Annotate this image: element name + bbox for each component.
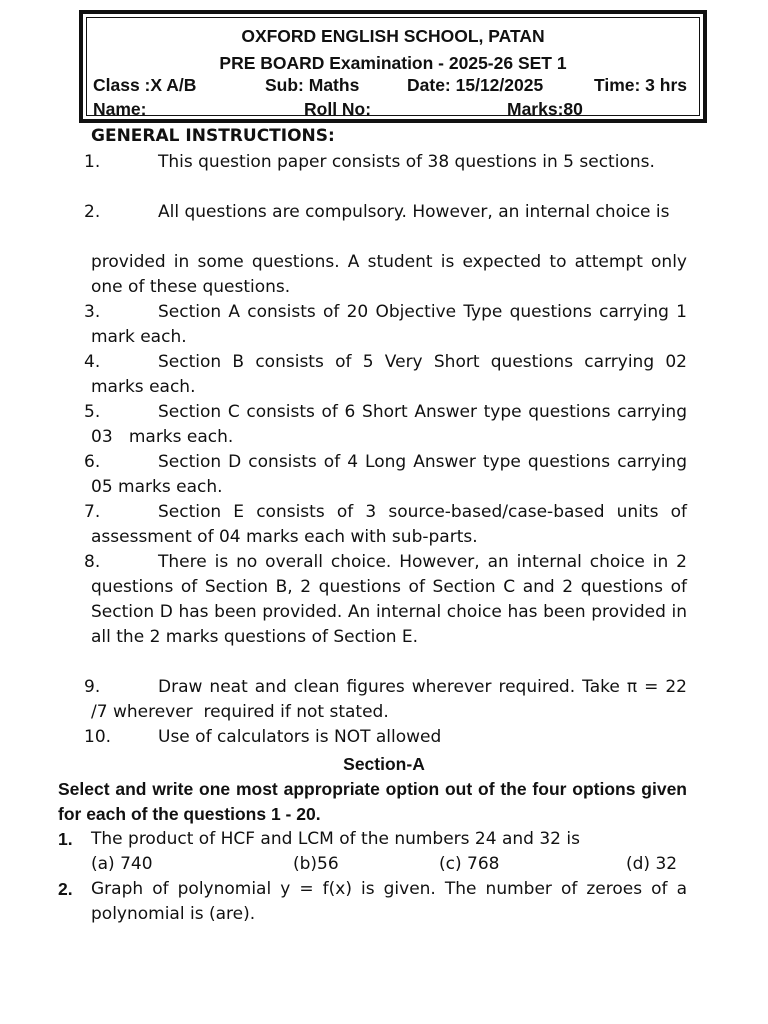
- section-a-title: Section-A: [343, 754, 425, 774]
- class-label: Class :X A/B: [93, 75, 197, 95]
- instructions-title: GENERAL INSTRUCTIONS:: [91, 126, 335, 146]
- option-c: (c) 768: [439, 854, 500, 874]
- roll-label: Roll No:: [304, 99, 372, 119]
- exam-title: PRE BOARD Examination - 2025-26 SET 1: [219, 53, 567, 73]
- header-row-name: [93, 98, 687, 120]
- instruction-number: 6.: [84, 452, 101, 472]
- instruction-number: 1.: [84, 152, 101, 172]
- name-label: Name:: [93, 99, 147, 119]
- options-row: [91, 852, 687, 877]
- instruction-number: 9.: [84, 677, 101, 697]
- instruction-text: Use of calculators is NOT allowed: [158, 727, 442, 747]
- instruction-number: 5.: [84, 402, 101, 422]
- option-a: (a) 740: [91, 854, 153, 874]
- instruction-text: This question paper consists of 38 questions in 5 sections.: [158, 152, 655, 172]
- instruction-text: Section C consists of 6 Short Answer type questions carrying 03 marks each.: [91, 402, 693, 447]
- date-label: Date: 15/12/2025: [407, 75, 544, 95]
- header-row-class: [93, 74, 687, 96]
- instruction-text: Section A consists of 20 Objective Type questions carrying 1 mark each.: [91, 302, 687, 347]
- school-name: OXFORD ENGLISH SCHOOL, PATAN: [241, 26, 545, 46]
- instruction-number: 10.: [84, 727, 112, 747]
- instruction-number: 2.: [84, 202, 101, 222]
- header-box: [79, 10, 707, 123]
- instruction-text: Section D consists of 4 Long Answer type questions carrying 05 marks each.: [91, 452, 687, 497]
- instruction-text: All questions are compulsory. However, an internal choice is: [158, 202, 670, 222]
- instruction-number: 7.: [84, 502, 101, 522]
- instruction-text: Section E consists of 3 source-based/case-based units of assessment of 04 marks each with sub-parts.: [91, 502, 687, 547]
- header-inner-border: [86, 17, 700, 119]
- subject-label: Sub: Maths: [265, 75, 360, 95]
- instruction-text: There is no overall choice. However, an internal choice in 2 questions of Section B, 2 questions of Section C and 2 questions of Section D has been provided. An internal choice has been provided in all the 2 marks questions of Section E.: [91, 552, 687, 647]
- instruction-text: Draw neat and clean figures wherever required. Take π = 22 /7 wherever required if not stated.: [91, 677, 693, 722]
- section-a-instruction: Select and write one most appropriate option out of the four options given for each of the questions 1 - 20.: [58, 779, 687, 824]
- question-text: Graph of polynomial y = f(x) is given. The number of zeroes of a polynomial is (are).: [91, 879, 687, 924]
- time-label: Time: 3 hrs: [593, 75, 687, 95]
- question-number: 2.: [58, 879, 73, 899]
- question-text: The product of HCF and LCM of the numbers 24 and 32 is: [91, 829, 580, 849]
- question-number: 1.: [58, 829, 73, 849]
- marks-label: Marks:80: [507, 99, 583, 119]
- instruction-text: Section B consists of 5 Very Short questions carrying 02 marks each.: [91, 352, 687, 397]
- instruction-number: 4.: [84, 352, 101, 372]
- instruction-number: 3.: [84, 302, 101, 322]
- option-d: (d) 32: [626, 854, 678, 874]
- option-b: (b)56: [293, 854, 339, 874]
- instruction-number: 8.: [84, 552, 101, 572]
- instruction-text-continued: provided in some questions. A student is expected to attempt only one of these questions.: [91, 252, 687, 297]
